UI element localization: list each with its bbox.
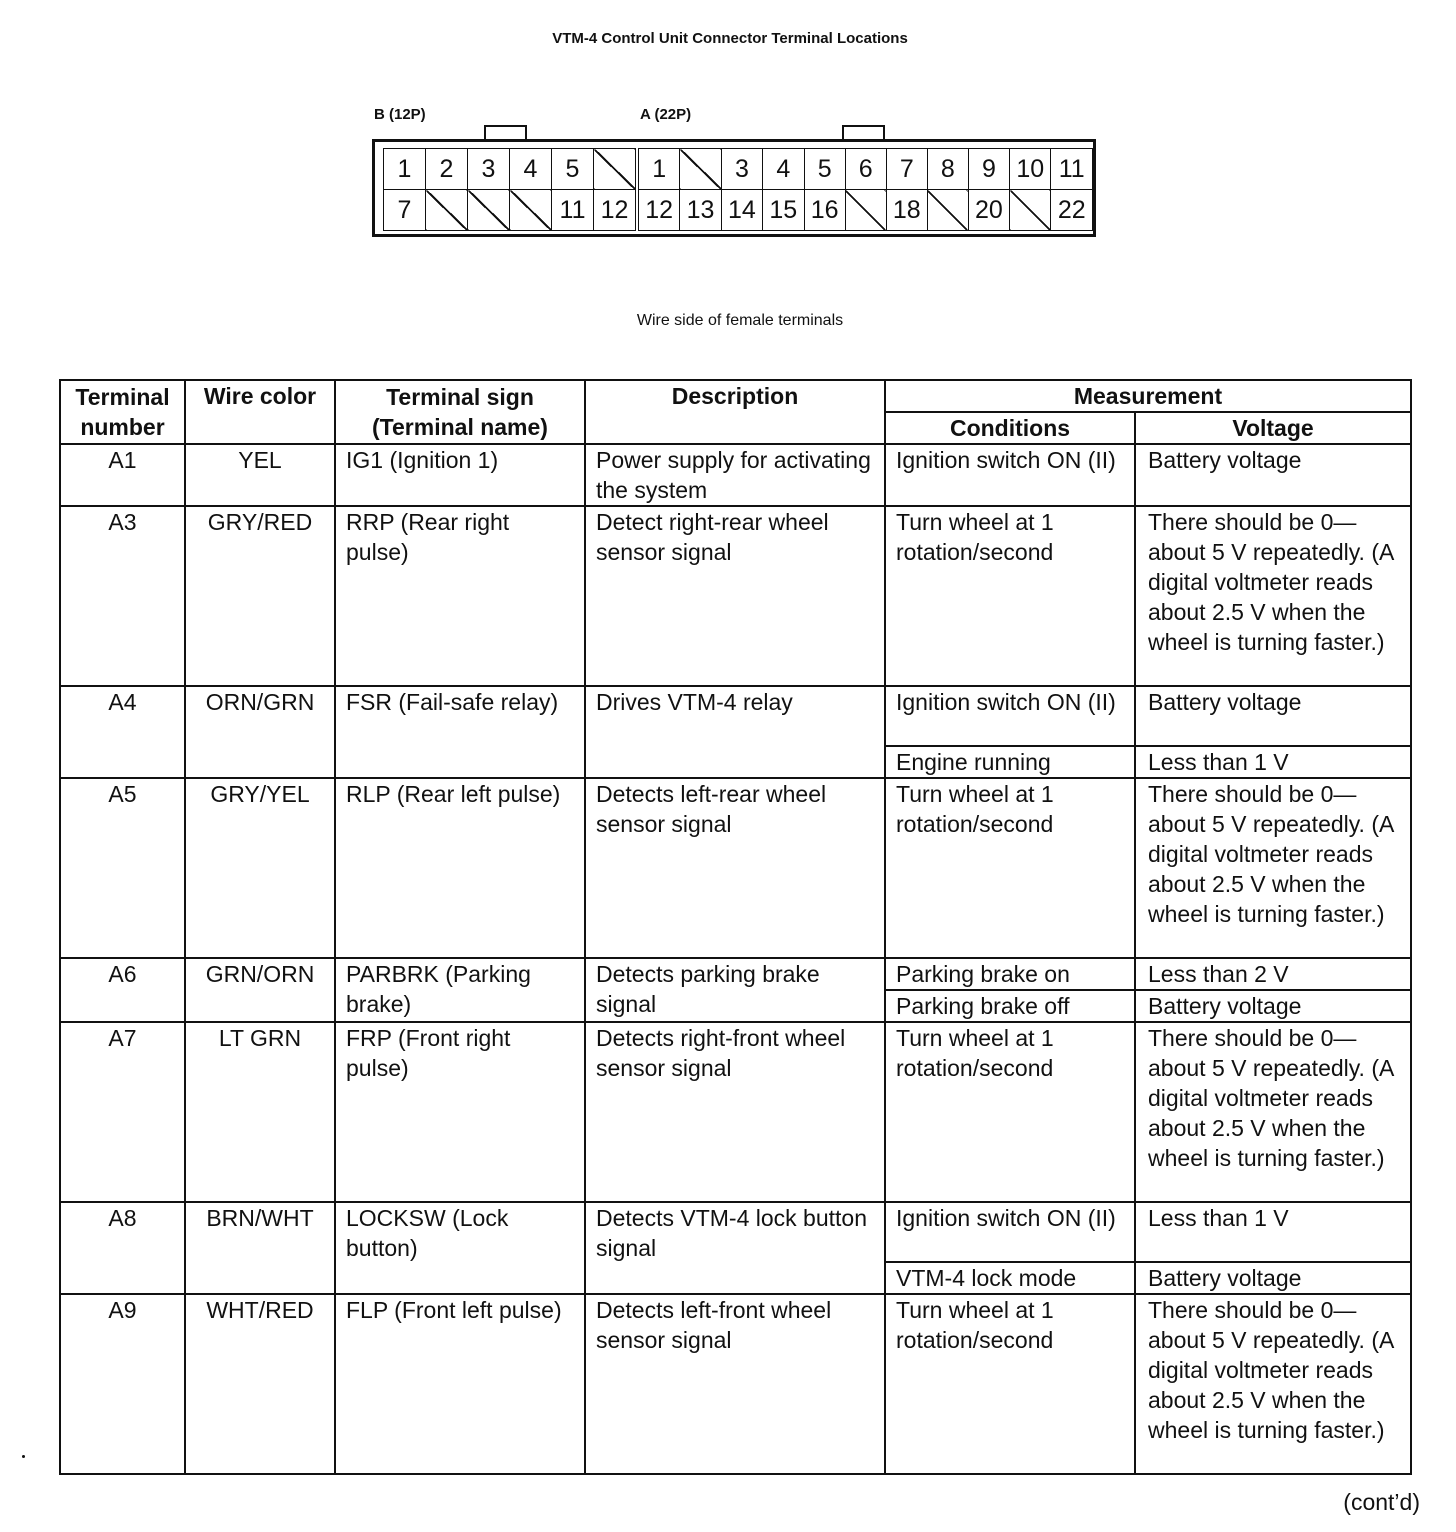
wire-color: BRN/WHT [185, 1202, 335, 1294]
wire-color: WHT/RED [185, 1294, 335, 1474]
terminal-number: A4 [60, 686, 185, 778]
connector-b-row-2 [384, 190, 636, 231]
voltage: Less than 1 V [1135, 1202, 1411, 1262]
pin: 13 [680, 190, 721, 231]
terminal-sign: FRP (Front right pulse) [335, 1022, 585, 1202]
header-wire-color: Wire color [185, 380, 335, 444]
terminal-number: A3 [60, 506, 185, 686]
connector-b-label: B (12P) [374, 106, 426, 123]
condition: Ignition switch ON (II) [885, 444, 1135, 506]
pin-unused [468, 190, 510, 231]
wire-color: GRY/YEL [185, 778, 335, 958]
voltage: There should be 0—about 5 V repeatedly. (A digital voltmeter reads about 2.5 V when the wheel is turning faster.) [1135, 1294, 1411, 1474]
terminal-sign: RLP (Rear left pulse) [335, 778, 585, 958]
pin: 7 [886, 149, 927, 190]
connector-a-row-1 [639, 149, 1093, 190]
pin-unused [1010, 190, 1051, 231]
pin: 4 [763, 149, 804, 190]
terminal-number: A7 [60, 1022, 185, 1202]
pin: 5 [804, 149, 845, 190]
wire-color: GRY/RED [185, 506, 335, 686]
pin: 11 [1051, 149, 1093, 190]
terminal-table [59, 379, 1412, 1475]
pin-unused [594, 149, 636, 190]
voltage: Less than 2 V [1135, 958, 1411, 990]
description: Detects left-front wheel sensor signal [585, 1294, 885, 1474]
connector-diagram [372, 139, 1096, 237]
header-terminal-sign: Terminal sign (Terminal name) [335, 380, 585, 444]
connector-a-label: A (22P) [640, 106, 692, 123]
condition: Turn wheel at 1 rotation/second [885, 506, 1135, 686]
pin: 2 [426, 149, 468, 190]
pin: 6 [845, 149, 886, 190]
wire-color: LT GRN [185, 1022, 335, 1202]
condition: Parking brake on [885, 958, 1135, 990]
pin: 3 [721, 149, 762, 190]
table-row [60, 1294, 1411, 1474]
pin: 1 [639, 149, 680, 190]
terminal-number: A8 [60, 1202, 185, 1294]
voltage: There should be 0—about 5 V repeatedly. (A digital voltmeter reads about 2.5 V when the wheel is turning faster.) [1135, 506, 1411, 686]
table-row [60, 1022, 1411, 1202]
pin: 12 [639, 190, 680, 231]
pin: 7 [384, 190, 426, 231]
pin: 12 [594, 190, 636, 231]
pin: 3 [468, 149, 510, 190]
voltage: There should be 0—about 5 V repeatedly. (A digital voltmeter reads about 2.5 V when the wheel is turning faster.) [1135, 778, 1411, 958]
header-terminal-number: Terminal number [60, 380, 185, 444]
condition: VTM-4 lock mode [885, 1262, 1135, 1294]
page-title: VTM-4 Control Unit Connector Terminal Locations [552, 30, 908, 47]
header-measurement: Measurement [885, 380, 1411, 412]
pin: 1 [384, 149, 426, 190]
wire-color: ORN/GRN [185, 686, 335, 778]
condition: Turn wheel at 1 rotation/second [885, 1022, 1135, 1202]
continued-label: (cont’d) [1343, 1489, 1420, 1515]
pin-unused [927, 190, 968, 231]
diagram-caption: Wire side of female terminals [636, 312, 844, 329]
table-row [60, 506, 1411, 686]
condition: Ignition switch ON (II) [885, 686, 1135, 746]
connector-b-pins [383, 148, 636, 231]
connector-b-row-1 [384, 149, 636, 190]
pin-unused [845, 190, 886, 231]
terminal-sign: IG1 (Ignition 1) [335, 444, 585, 506]
pin: 15 [763, 190, 804, 231]
voltage: Battery voltage [1135, 990, 1411, 1022]
description: Power supply for activating the system [585, 444, 885, 506]
header-description: Description [585, 380, 885, 444]
header-voltage: Voltage [1135, 412, 1411, 444]
pin: 8 [927, 149, 968, 190]
connector-a-row-2 [639, 190, 1093, 231]
table-row [60, 444, 1411, 506]
description: Detects VTM-4 lock button signal [585, 1202, 885, 1294]
voltage: Battery voltage [1135, 444, 1411, 506]
description: Detects left-rear wheel sensor signal [585, 778, 885, 958]
table-row [60, 1202, 1411, 1262]
condition: Turn wheel at 1 rotation/second [885, 1294, 1135, 1474]
header-conditions: Conditions [885, 412, 1135, 444]
condition: Engine running [885, 746, 1135, 778]
voltage: Battery voltage [1135, 686, 1411, 746]
condition: Turn wheel at 1 rotation/second [885, 778, 1135, 958]
terminal-sign: FSR (Fail-safe relay) [335, 686, 585, 778]
pin: 22 [1051, 190, 1093, 231]
terminal-number: A1 [60, 444, 185, 506]
terminal-sign: RRP (Rear right pulse) [335, 506, 585, 686]
description: Detect right-rear wheel sensor signal [585, 506, 885, 686]
terminal-sign: PARBRK (Parking brake) [335, 958, 585, 1022]
pin: 9 [968, 149, 1009, 190]
pin: 5 [552, 149, 594, 190]
pin: 10 [1010, 149, 1051, 190]
condition: Ignition switch ON (II) [885, 1202, 1135, 1262]
terminal-number: A5 [60, 778, 185, 958]
wire-color: GRN/ORN [185, 958, 335, 1022]
pin: 14 [721, 190, 762, 231]
condition: Parking brake off [885, 990, 1135, 1022]
table-row [60, 778, 1411, 958]
voltage: Battery voltage [1135, 1262, 1411, 1294]
table-row [60, 958, 1411, 990]
pin-unused [426, 190, 468, 231]
table-row [60, 686, 1411, 746]
stray-mark [22, 1455, 25, 1458]
pin: 4 [510, 149, 552, 190]
pin: 11 [552, 190, 594, 231]
terminal-sign: FLP (Front left pulse) [335, 1294, 585, 1474]
description: Drives VTM-4 relay [585, 686, 885, 778]
connector-a-latch [842, 125, 885, 139]
wire-color: YEL [185, 444, 335, 506]
voltage: Less than 1 V [1135, 746, 1411, 778]
pin: 20 [968, 190, 1009, 231]
pin-unused [680, 149, 721, 190]
terminal-number: A9 [60, 1294, 185, 1474]
pin: 16 [804, 190, 845, 231]
pin: 18 [886, 190, 927, 231]
connector-b-latch [484, 125, 527, 139]
pin-unused [510, 190, 552, 231]
description: Detects right-front wheel sensor signal [585, 1022, 885, 1202]
voltage: There should be 0—about 5 V repeatedly. (A digital voltmeter reads about 2.5 V when the wheel is turning faster.) [1135, 1022, 1411, 1202]
description: Detects parking brake signal [585, 958, 885, 1022]
terminal-sign: LOCKSW (Lock button) [335, 1202, 585, 1294]
terminal-number: A6 [60, 958, 185, 1022]
connector-a-pins [638, 148, 1093, 231]
